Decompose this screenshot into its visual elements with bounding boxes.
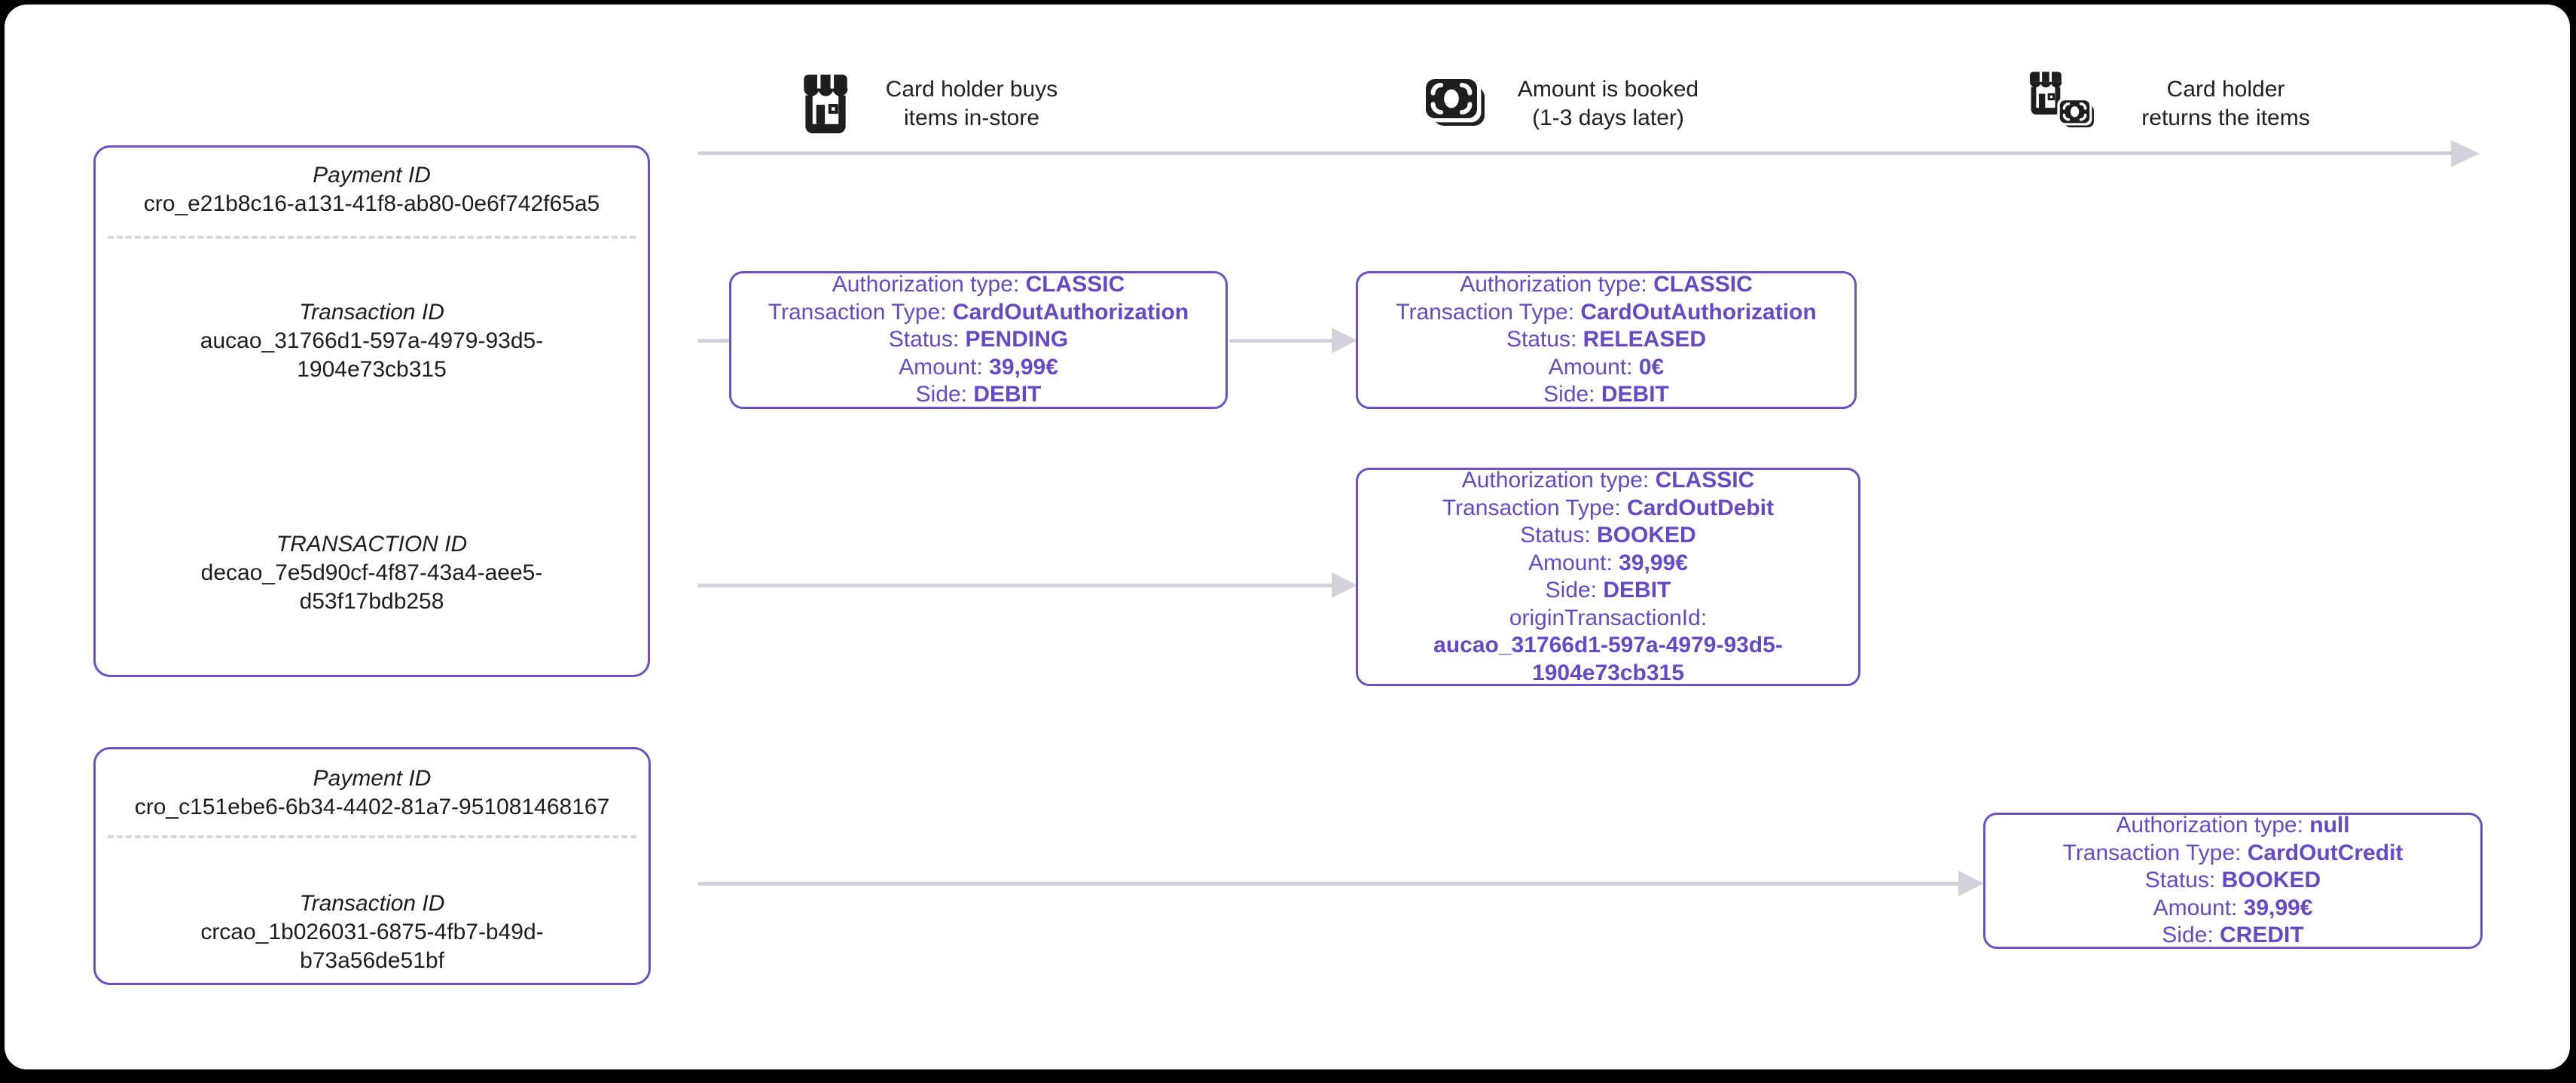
payment-id-label: Payment ID <box>313 766 432 791</box>
step-label-line: Amount is booked <box>1517 77 1699 102</box>
field-value: BOOKED <box>2221 868 2321 893</box>
transaction-card-authorization-released <box>1356 271 1857 409</box>
transaction-id-value: decao_7e5d90cf-4f87-43a4-aee5-d53f17bdb258 <box>200 560 543 614</box>
connector-payment1-to-debit-line <box>697 584 1335 587</box>
field-label: Status: <box>2144 868 2222 893</box>
transaction-id-section <box>146 298 598 384</box>
connector-auth-to-release-line <box>1229 339 1335 343</box>
field-label: Amount: <box>1528 550 1619 575</box>
field-label: Authorization type: <box>832 272 1026 297</box>
field-value: 0€ <box>1638 354 1665 380</box>
transaction-card-debit-booked <box>1356 468 1860 686</box>
field-label: Side: <box>1545 578 1604 603</box>
dashed-divider <box>108 236 636 239</box>
field-label: Authorization type: <box>2116 813 2310 838</box>
transaction-id-value: crcao_1b026031-6875-4fb7-b49d-b73a56de51bf <box>200 920 544 973</box>
transaction-field <box>1369 326 1844 354</box>
field-value: PENDING <box>965 327 1069 352</box>
transaction-id-label: Transaction ID <box>299 300 444 325</box>
transaction-field <box>742 299 1215 327</box>
payment-panel-2 <box>93 747 651 985</box>
step-label-line: returns the items <box>2141 105 2310 130</box>
step-label-line: (1-3 days later) <box>1532 105 1684 130</box>
field-label: Amount: <box>2153 895 2244 920</box>
connector-payment2-to-credit-head <box>1958 871 1984 896</box>
field-label: Transaction Type: <box>1442 495 1628 520</box>
field-label: Amount: <box>899 354 990 380</box>
field-value: aucao_31766d1-597a-4979-93d5-1904e73cb315 <box>1433 633 1783 685</box>
transaction-field <box>742 326 1215 354</box>
field-value: DEBIT <box>1601 382 1669 407</box>
transaction-field <box>1369 354 1844 382</box>
transaction-field <box>742 271 1215 299</box>
payment-id-section <box>112 764 632 822</box>
connector-payment1-to-auth <box>697 339 729 343</box>
field-value: null <box>2309 813 2350 838</box>
field-label: Side: <box>915 382 974 407</box>
field-value: CardOutAuthorization <box>1580 299 1817 325</box>
field-label: Status: <box>1520 523 1598 548</box>
transaction-card-authorization-pending <box>729 271 1228 409</box>
transaction-field <box>1996 840 2470 868</box>
field-value: 39,99€ <box>2243 895 2313 920</box>
field-label: Authorization type: <box>1460 272 1654 297</box>
step-label-return <box>2109 75 2343 133</box>
field-value: CardOutDebit <box>1627 495 1775 520</box>
field-value: CREDIT <box>2220 923 2304 948</box>
field-value: CardOutCredit <box>2247 840 2404 865</box>
step-label-buy <box>859 75 1085 133</box>
field-value: 39,99€ <box>1619 550 1688 575</box>
step-label-line: items in-store <box>903 105 1040 130</box>
connector-auth-to-release-head <box>1332 328 1357 353</box>
transaction-card-credit-booked <box>1983 813 2483 949</box>
transaction-field <box>1369 467 1848 495</box>
transaction-field <box>1369 550 1848 578</box>
field-value: BOOKED <box>1597 523 1696 548</box>
transaction-id-section <box>146 530 598 616</box>
field-value: DEBIT <box>1603 578 1671 603</box>
timeline-arrow-line <box>697 151 2452 155</box>
transaction-field <box>742 381 1215 409</box>
field-label: Authorization type: <box>1461 468 1656 493</box>
payment-id-value: cro_c151ebe6-6b34-4402-81a7-951081468167 <box>134 795 610 819</box>
transaction-field <box>1996 922 2470 950</box>
transaction-field <box>1369 381 1844 409</box>
transaction-id-value: aucao_31766d1-597a-4979-93d5-1904e73cb315 <box>200 328 544 382</box>
transaction-field <box>1996 867 2470 895</box>
transaction-field <box>1996 895 2470 923</box>
field-label: Status: <box>1506 327 1583 352</box>
payment-id-label: Payment ID <box>313 163 431 188</box>
field-label: Transaction Type: <box>2062 840 2248 865</box>
field-value: CLASSIC <box>1653 272 1753 297</box>
field-label: Amount: <box>1548 354 1639 380</box>
transaction-field <box>1369 271 1844 299</box>
connector-payment2-to-credit-line <box>697 882 1961 886</box>
step-label-line: Card holder <box>2166 77 2285 102</box>
connector-payment1-to-debit-head <box>1332 572 1357 598</box>
dashed-divider <box>108 835 636 838</box>
field-value: 39,99€ <box>989 354 1058 380</box>
transaction-field <box>1369 605 1848 688</box>
transaction-field <box>1369 495 1848 523</box>
field-label: Side: <box>1543 382 1601 407</box>
field-value: CLASSIC <box>1655 468 1755 493</box>
field-label: Transaction Type: <box>768 299 953 325</box>
transaction-field <box>1369 577 1848 605</box>
step-label-booked <box>1499 75 1717 133</box>
transaction-field <box>1369 299 1844 327</box>
payment-id-value: cro_e21b8c16-a131-41f8-ab80-0e6f742f65a5 <box>143 191 600 216</box>
timeline-arrow-head <box>2451 140 2480 167</box>
transaction-id-section <box>146 889 598 975</box>
field-label: originTransactionId: <box>1509 605 1708 630</box>
field-value: CardOutAuthorization <box>952 299 1189 325</box>
field-label: Status: <box>888 327 966 352</box>
payment-panel-1 <box>93 145 650 677</box>
field-label: Side: <box>2162 923 2220 948</box>
transaction-field <box>1369 522 1848 550</box>
field-value: RELEASED <box>1583 327 1707 352</box>
field-value: DEBIT <box>973 382 1042 407</box>
transaction-id-label: TRANSACTION ID <box>276 532 468 557</box>
transaction-field <box>742 354 1215 382</box>
transaction-field <box>1996 812 2470 840</box>
field-label: Transaction Type: <box>1396 299 1581 325</box>
storefront-icon <box>801 72 850 133</box>
store-return-icon <box>2028 69 2112 140</box>
step-label-line: Card holder buys <box>885 77 1058 102</box>
field-value: CLASSIC <box>1025 272 1125 297</box>
payment-id-section <box>112 161 632 218</box>
banknote-icon <box>1424 77 1487 128</box>
transaction-id-label: Transaction ID <box>299 891 445 916</box>
